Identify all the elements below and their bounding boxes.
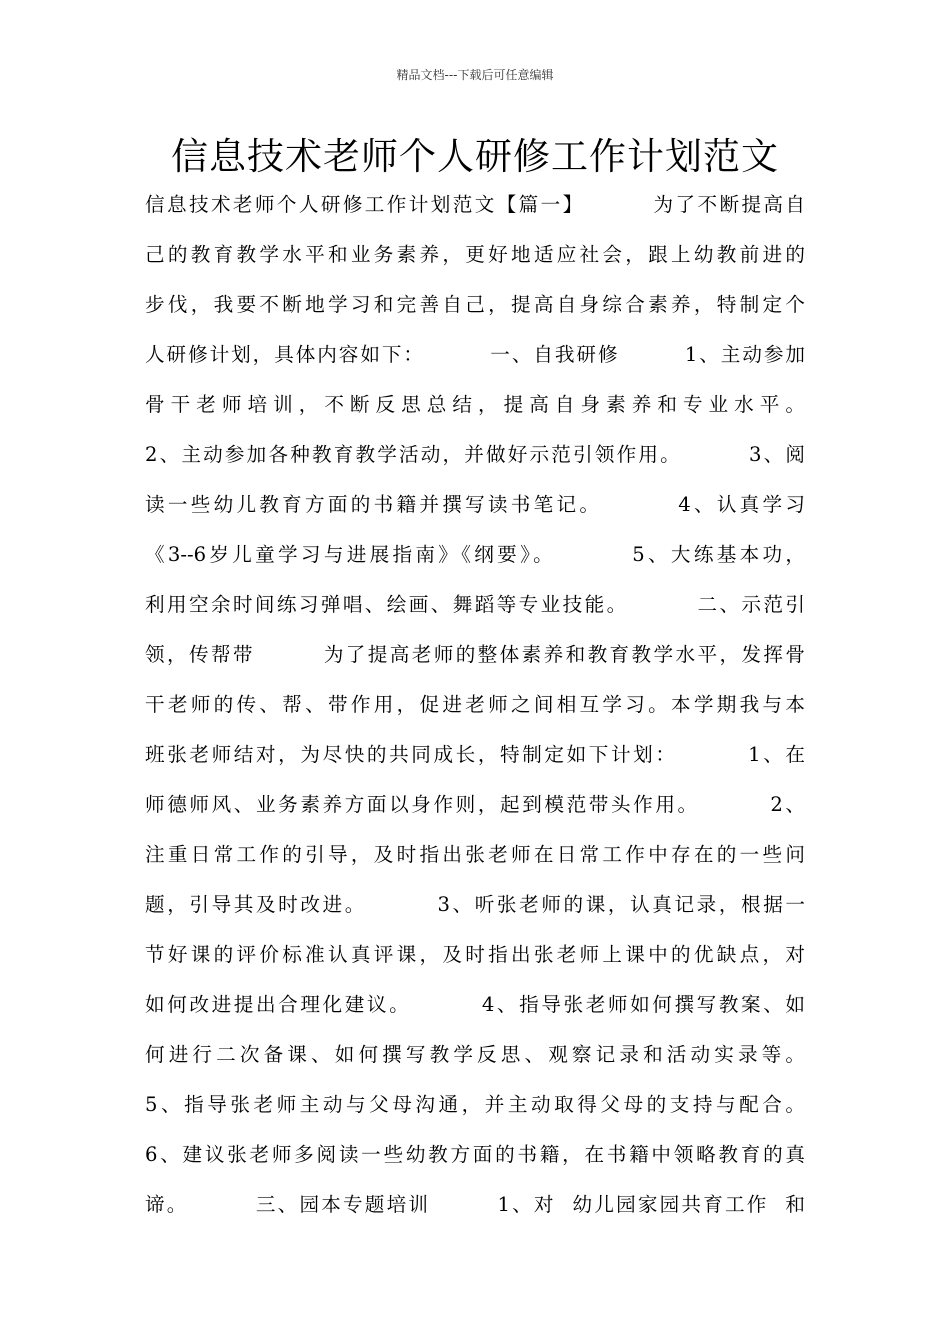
body-line: 如何改进提出合理化建议。 4、指导张老师如何撰写教案、如 (145, 993, 805, 1016)
body-line: 注重日常工作的引导，及时指出张老师在日常工作中存在的一些问 (145, 843, 805, 866)
header-note: 精品文档---下载后可任意编辑 (396, 68, 554, 82)
body-line: 师德师风、业务素养方面以身作则，起到模范带头作用。 2、 (145, 793, 805, 816)
body-line: 己的教育教学水平和业务素养，更好地适应社会，跟上幼教前进的 (145, 243, 805, 266)
body-line: 何进行二次备课、如何撰写教学反思、观察记录和活动实录等。 (145, 1043, 805, 1066)
body-line: 步伐，我要不断地学习和完善自己，提高自身综合素养，特制定个 (145, 293, 805, 316)
body-line: 题，引导其及时改进。 3、听张老师的课，认真记录，根据一 (145, 893, 805, 916)
body-line: 班张老师结对，为尽快的共同成长，特制定如下计划： 1、在 (145, 743, 805, 766)
body-text (145, 180, 805, 1230)
body-line: 骨干老师培训，不断反思总结，提高自身素养和专业水平。 (145, 393, 805, 416)
body-line: 人研修计划，具体内容如下： 一、自我研修 1、主动参加 (145, 343, 805, 366)
body-line: 谛。 三、园本专题培训 1、对 幼儿园家园共育工作 和 (145, 1193, 805, 1216)
body-line: 2、主动参加各种教育教学活动，并做好示范引领作用。 3、阅 (145, 443, 805, 466)
body-line: 利用空余时间练习弹唱、绘画、舞蹈等专业技能。 二、示范引 (145, 593, 805, 616)
body-line: 信息技术老师个人研修工作计划范文【篇一】 为了不断提高自 (145, 193, 805, 216)
body-line: 读一些幼儿教育方面的书籍并撰写读书笔记。 4、认真学习 (145, 493, 805, 516)
body-line: 《3--6岁儿童学习与进展指南》《纲要》。 5、大练基本功， (145, 543, 805, 566)
body-line: 干老师的传、帮、带作用，促进老师之间相互学习。本学期我与本 (145, 693, 805, 716)
body-line: 节好课的评价标准认真评课，及时指出张老师上课中的优缺点，对 (145, 943, 805, 966)
document-title: 信息技术老师个人研修工作计划范文 (171, 135, 779, 178)
body-line: 6、建议张老师多阅读一些幼教方面的书籍，在书籍中领略教育的真 (145, 1143, 805, 1166)
body-line: 领，传帮带 为了提高老师的整体素养和教育教学水平，发挥骨 (145, 643, 805, 666)
body-line: 5、指导张老师主动与父母沟通，并主动取得父母的支持与配合。 (145, 1093, 805, 1116)
